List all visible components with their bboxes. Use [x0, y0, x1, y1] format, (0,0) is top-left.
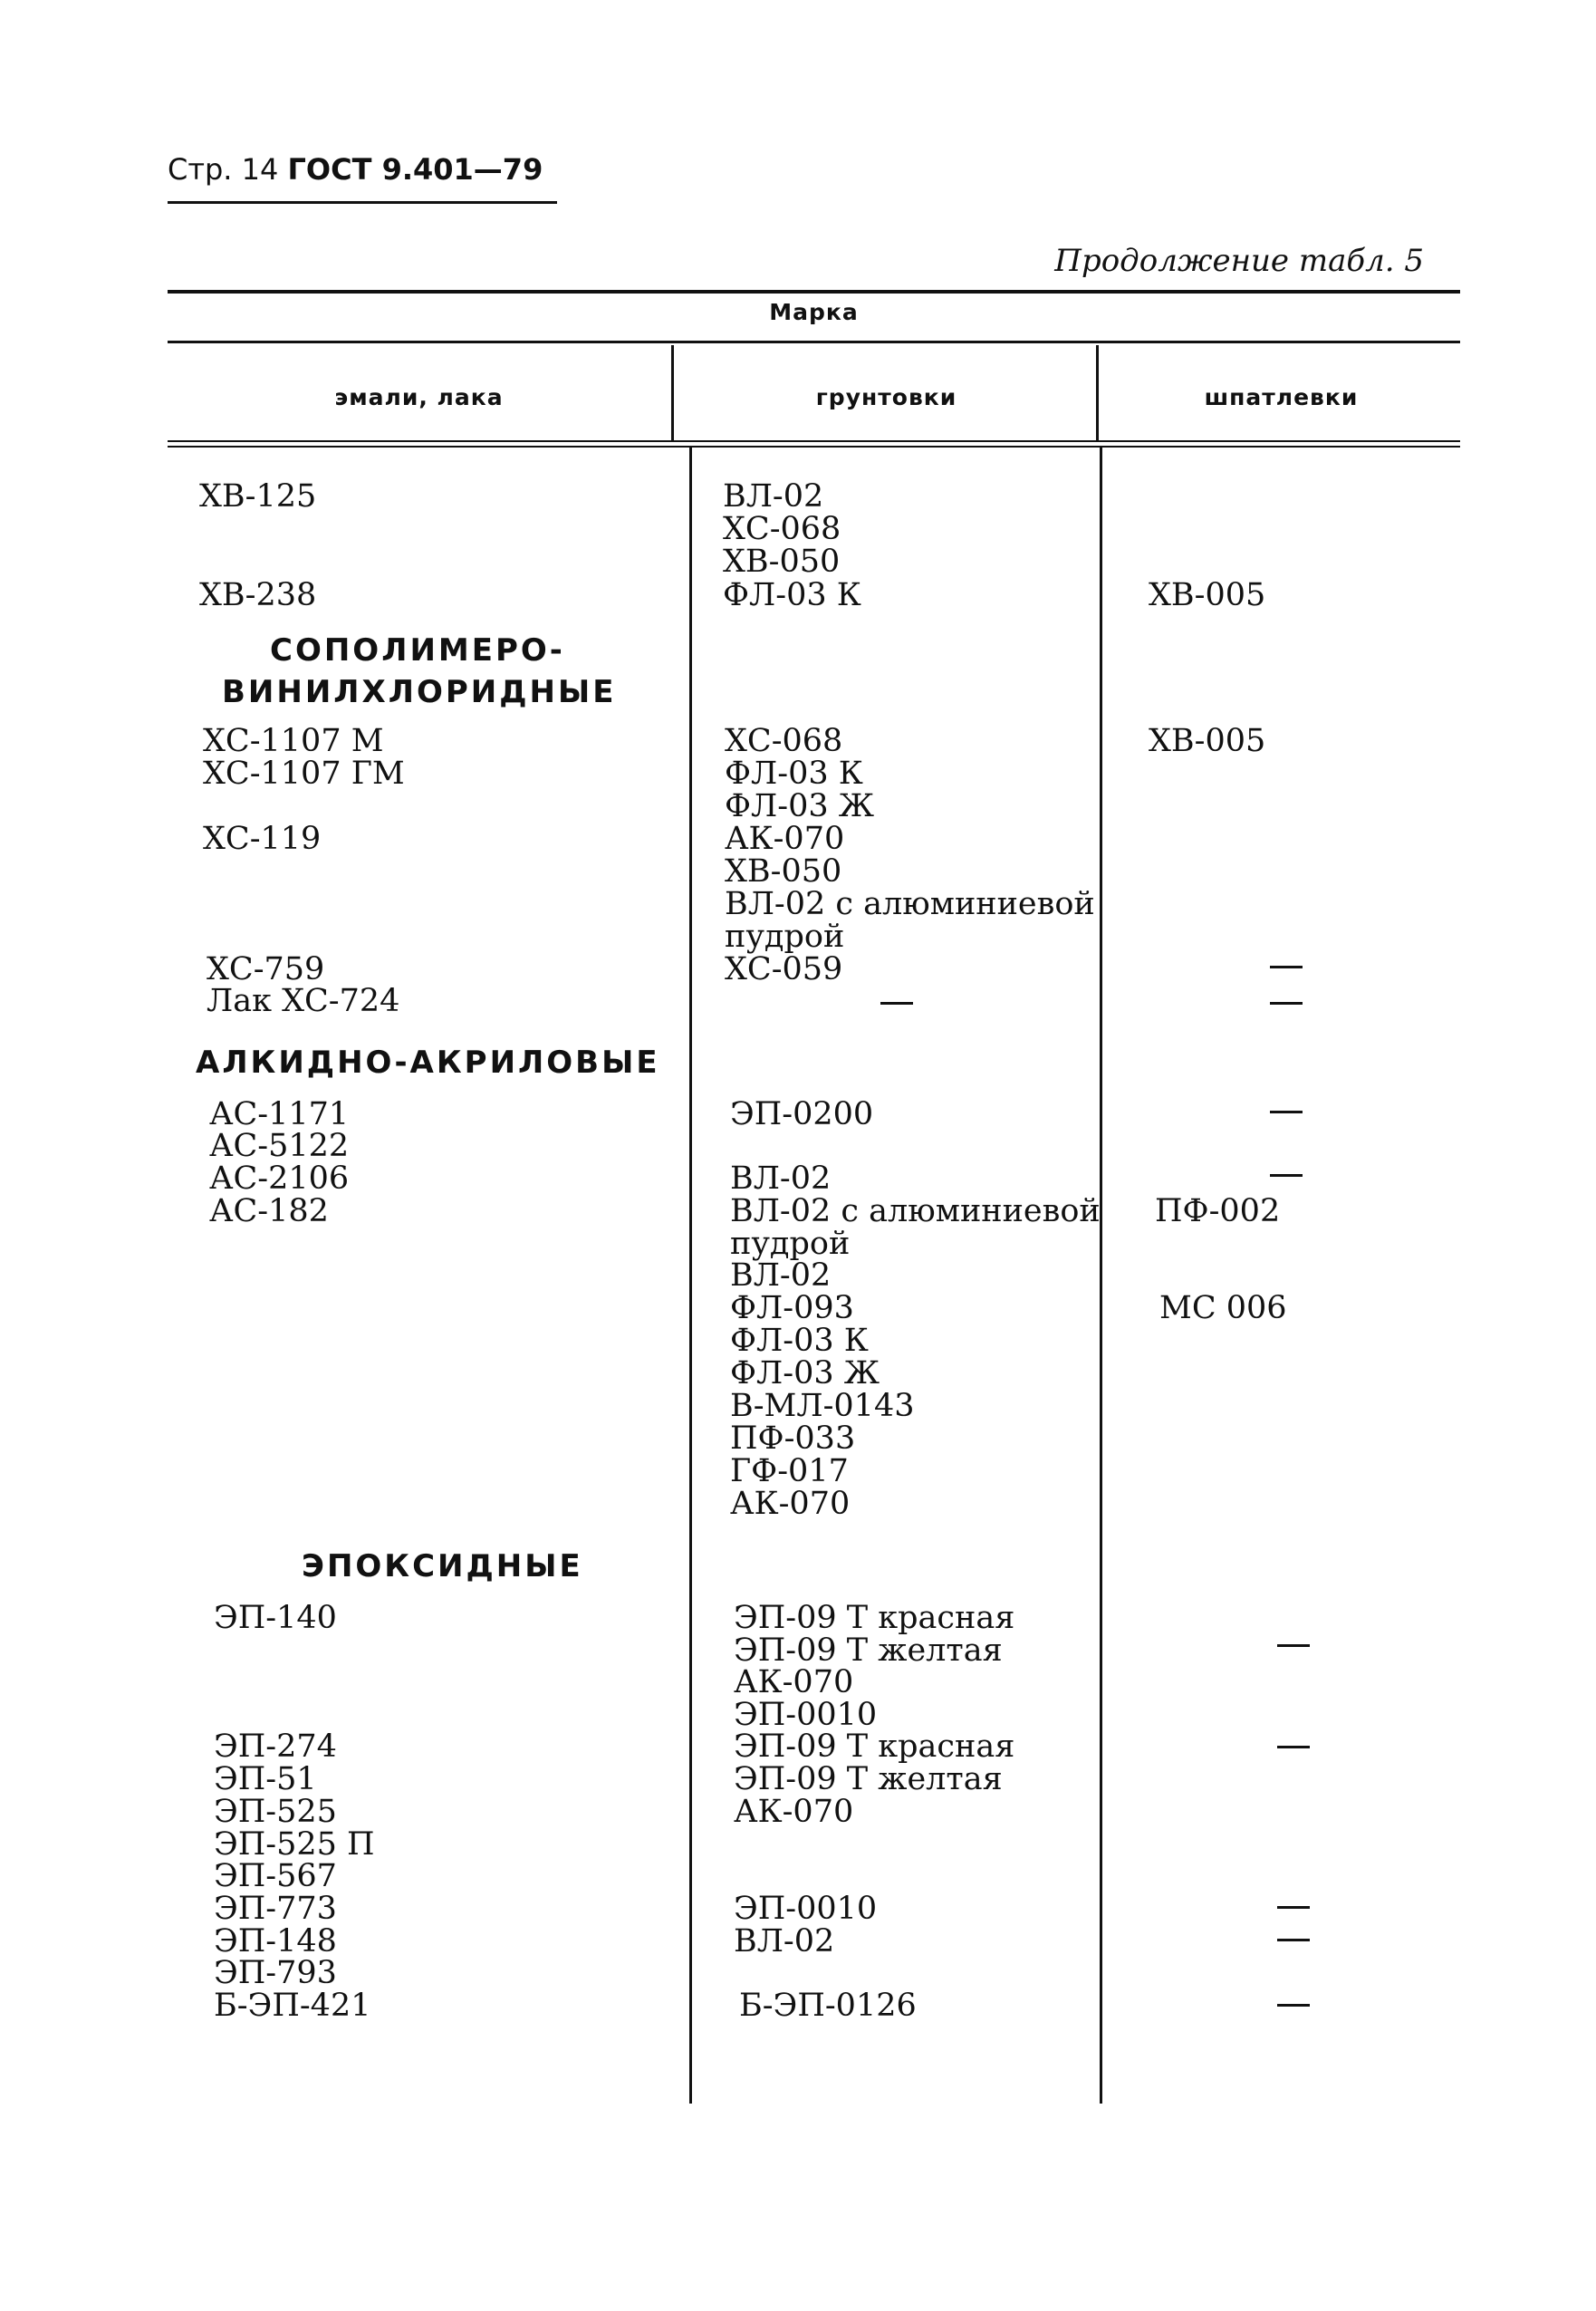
enamel-grade: ЭП-773: [214, 1891, 337, 1927]
primer-grade: ЭП-0010: [734, 1891, 878, 1927]
page-number: Стр. 14: [168, 152, 279, 187]
empty-cell-dash: [880, 1002, 913, 1005]
enamel-grade: ЭП-140: [214, 1600, 337, 1636]
putty-grade: МС 006: [1159, 1290, 1287, 1326]
primer-grade: ФЛ-03 К: [725, 756, 863, 792]
putty-grade: ПФ-002: [1155, 1193, 1281, 1229]
header-bottom-rule: [168, 440, 1460, 442]
enamel-grade: ХВ-125: [199, 478, 317, 515]
empty-cell-dash: [1270, 1174, 1303, 1177]
primer-grade: ВЛ-02 с алюминиевой: [725, 886, 1095, 922]
empty-cell-dash: [1277, 1939, 1310, 1941]
enamel-grade: АС-2106: [209, 1160, 350, 1197]
table-top-rule: [168, 290, 1460, 294]
enamel-grade: ХС-759: [207, 951, 325, 987]
group-header-rule: [168, 341, 1460, 343]
primer-grade: В-МЛ-0143: [730, 1388, 915, 1424]
primer-grade: ЭП-09 Т желтая: [734, 1632, 1003, 1669]
primer-grade: АК-070: [730, 1486, 851, 1522]
primer-grade: ФЛ-03 Ж: [725, 788, 875, 824]
enamel-grade: ЭП-274: [214, 1728, 337, 1765]
standard-number: ГОСТ 9.401—79: [287, 152, 543, 187]
column-header-primer: грунтовки: [815, 384, 957, 410]
primer-grade: ФЛ-03 К: [723, 577, 861, 613]
empty-cell-dash: [1270, 1002, 1303, 1005]
enamel-grade: ЭП-525: [214, 1794, 337, 1830]
primer-grade: ВЛ-02: [734, 1923, 835, 1960]
primer-grade: ВЛ-02: [730, 1257, 832, 1294]
putty-grade: ХВ-005: [1149, 577, 1266, 613]
primer-grade: ХС-068: [725, 723, 843, 759]
enamel-grade: ЭП-525 П: [214, 1826, 375, 1863]
column-header-putty: шпатлевки: [1204, 384, 1359, 410]
empty-cell-dash: [1277, 1906, 1310, 1909]
enamel-grade: ЭП-793: [214, 1955, 337, 1991]
enamel-grade: ХС-1107 ГМ: [203, 756, 405, 792]
column-header-enamel: эмали, лака: [334, 384, 504, 410]
primer-grade: АК-070: [734, 1664, 854, 1700]
header-bottom-rule-2: [168, 446, 1460, 448]
column-divider-1-body: [689, 448, 692, 2104]
enamel-grade: АС-1171: [209, 1096, 350, 1132]
enamel-grade: ЭП-51: [214, 1761, 317, 1797]
section-heading: АЛКИДНО-АКРИЛОВЫЕ: [196, 1045, 660, 1081]
enamel-grade: ЭП-567: [214, 1858, 337, 1894]
primer-grade: ХС-068: [723, 511, 841, 547]
primer-grade: АК-070: [725, 821, 845, 857]
primer-grade: ПФ-033: [730, 1420, 856, 1457]
section-heading: СОПОЛИМЕРО-: [270, 632, 565, 669]
column-divider-2-body: [1100, 448, 1102, 2104]
primer-grade: ЭП-09 Т желтая: [734, 1761, 1003, 1797]
primer-grade: ХС-059: [725, 951, 843, 987]
primer-grade: ФЛ-03 К: [730, 1323, 869, 1359]
empty-cell-dash: [1277, 2004, 1310, 2007]
empty-cell-dash: [1270, 1111, 1303, 1113]
primer-grade: ВЛ-02 с алюминиевой: [730, 1193, 1101, 1229]
primer-grade: ФЛ-03 Ж: [730, 1355, 880, 1391]
enamel-grade: ХС-1107 М: [203, 723, 384, 759]
header-rule: [168, 201, 557, 204]
enamel-grade: АС-182: [209, 1193, 329, 1229]
group-header: Марка: [769, 299, 859, 325]
primer-grade: ЭП-0200: [730, 1096, 874, 1132]
primer-grade: ЭП-0010: [734, 1697, 878, 1733]
empty-cell-dash: [1270, 966, 1303, 968]
primer-grade: ХВ-050: [725, 853, 842, 890]
primer-grade: ЭП-09 Т красная: [734, 1728, 1015, 1765]
lacquer-grade: Лак ХС-724: [207, 983, 400, 1019]
column-divider-1-header: [671, 345, 674, 440]
primer-grade: Б-ЭП-0126: [739, 1988, 917, 2024]
primer-grade: пудрой: [725, 919, 845, 955]
primer-grade: ВЛ-02: [730, 1160, 832, 1197]
primer-grade: ГФ-017: [730, 1453, 849, 1489]
empty-cell-dash: [1277, 1644, 1310, 1647]
putty-grade: ХВ-005: [1149, 723, 1266, 759]
primer-grade: АК-070: [734, 1794, 854, 1830]
page-header: [168, 152, 543, 187]
section-heading: ЭПОКСИДНЫЕ: [302, 1548, 583, 1584]
primer-grade: ВЛ-02: [723, 478, 824, 515]
primer-grade: ФЛ-093: [730, 1290, 854, 1326]
empty-cell-dash: [1277, 1746, 1310, 1748]
enamel-grade: ХС-119: [203, 821, 322, 857]
enamel-grade: АС-5122: [209, 1128, 350, 1164]
enamel-grade: ЭП-148: [214, 1923, 337, 1960]
enamel-grade: Б-ЭП-421: [214, 1988, 371, 2024]
primer-grade: ЭП-09 Т красная: [734, 1600, 1015, 1636]
table-continuation-label: Продолжение табл. 5: [1054, 243, 1424, 279]
primer-grade: пудрой: [730, 1226, 851, 1262]
primer-grade: ХВ-050: [723, 544, 841, 580]
column-divider-2-header: [1096, 345, 1099, 440]
section-heading: ВИНИЛХЛОРИДНЫЕ: [222, 674, 617, 710]
enamel-grade: ХВ-238: [199, 577, 317, 613]
